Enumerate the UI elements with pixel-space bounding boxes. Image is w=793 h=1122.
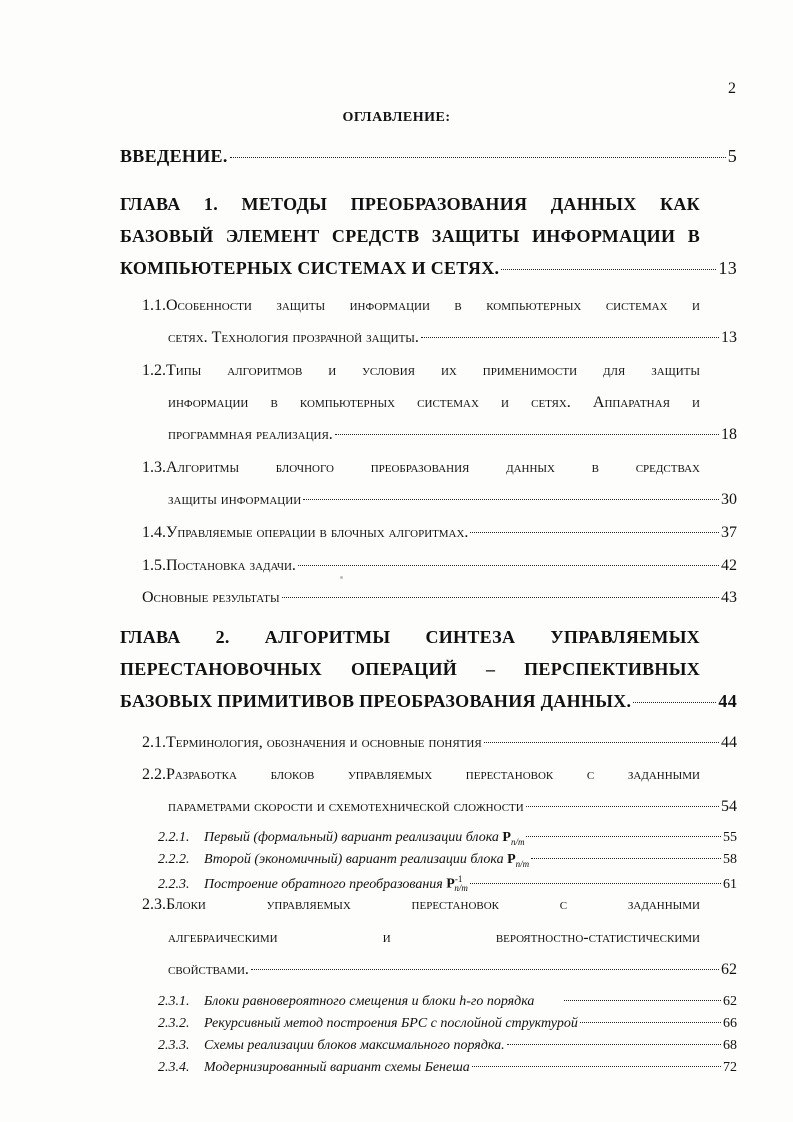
chapter-last-line bbox=[120, 258, 737, 279]
leader-dots bbox=[580, 1022, 721, 1023]
toc-summary-1[interactable] bbox=[142, 589, 737, 607]
entry-page: 13 bbox=[718, 258, 737, 278]
entry-label: 1.4.Управляемые операции в блочных алгоритмах. bbox=[142, 524, 469, 541]
entry-page: 55 bbox=[723, 830, 737, 845]
subsection-number: 2.2.1. bbox=[158, 830, 190, 845]
entry-label: КОМПЬЮТЕРНЫХ СИСТЕМАХ И СЕТЯХ. bbox=[120, 258, 500, 278]
leader-dots bbox=[564, 1000, 721, 1001]
entry-label: 1.5.Постановка задачи. bbox=[142, 557, 296, 574]
subsection-number: 2.2.2. bbox=[158, 852, 190, 867]
section-line: 1.1.Особенности защиты информации в компьютерных системах и bbox=[142, 297, 700, 314]
entry-label: защиты информации bbox=[168, 491, 302, 508]
toc-entry-intro[interactable] bbox=[120, 146, 737, 167]
entry-page: 66 bbox=[723, 1016, 737, 1031]
toc-section-1-4[interactable] bbox=[142, 524, 737, 542]
entry-page: 54 bbox=[721, 798, 737, 815]
toc-subsection-2-3-3[interactable] bbox=[158, 1038, 737, 1054]
leader-dots bbox=[251, 969, 719, 970]
entry-page: 30 bbox=[721, 491, 737, 508]
leader-dots bbox=[298, 565, 719, 566]
entry-label: программная реализация. bbox=[168, 426, 333, 443]
entry-label: Модернизированный вариант схемы Бенеша bbox=[204, 1060, 470, 1075]
chapter-line: ПЕРЕСТАНОВОЧНЫХ ОПЕРАЦИЙ – ПЕРСПЕКТИВНЫХ bbox=[120, 659, 700, 679]
section-last-line bbox=[168, 798, 737, 816]
section-line: 2.2.Разработка блоков управляемых перестановок с заданными bbox=[142, 766, 700, 783]
chapter-line: БАЗОВЫЙ ЭЛЕМЕНТ СРЕДСТВ ЗАЩИТЫ ИНФОРМАЦИИ В bbox=[120, 226, 700, 246]
entry-page: 37 bbox=[721, 524, 737, 541]
section-line: 1.2.Типы алгоритмов и условия их применимости для защиты bbox=[142, 362, 700, 379]
leader-dots bbox=[470, 532, 719, 533]
leader-dots bbox=[421, 337, 719, 338]
leader-dots bbox=[282, 597, 719, 598]
entry-page: 5 bbox=[727, 146, 737, 166]
entry-label: Построение обратного преобразования bbox=[204, 876, 443, 892]
leader-dots bbox=[633, 702, 716, 703]
entry-label: сетях. Технология прозрачной защиты. bbox=[168, 329, 419, 346]
entry-label: ВВЕДЕНИЕ. bbox=[120, 146, 228, 166]
entry-page: 18 bbox=[721, 426, 737, 443]
section-line: 1.3.Алгоритмы блочного преобразования данных в средствах bbox=[142, 459, 700, 476]
math-symbol: $P_{n/m}$ bbox=[502, 830, 525, 847]
entry-label: Блоки равновероятного смещения и блоки h-го порядка bbox=[204, 994, 535, 1009]
subsection-number: 2.3.3. bbox=[158, 1038, 190, 1053]
entry-page: 58 bbox=[723, 852, 737, 867]
chapter-last-line bbox=[120, 691, 737, 712]
entry-page: 62 bbox=[723, 994, 737, 1009]
toc-title: ОГЛАВЛЕНИЕ: bbox=[342, 110, 451, 125]
section-last-line bbox=[168, 426, 737, 444]
math-symbol: $P_{n/m}$ bbox=[507, 852, 530, 869]
entry-label: 2.1.Терминология, обозначения и основные понятия bbox=[142, 734, 482, 751]
page-number: 2 bbox=[728, 80, 736, 97]
leader-dots bbox=[303, 499, 719, 500]
entry-label: Основные результаты bbox=[142, 589, 280, 606]
toc-subsection-2-3-1[interactable] bbox=[158, 994, 737, 1010]
subsection-number: 2.3.1. bbox=[158, 994, 190, 1009]
leader-dots bbox=[507, 1044, 721, 1045]
chapter-line: ГЛАВА 1. МЕТОДЫ ПРЕОБРАЗОВАНИЯ ДАННЫХ КАК bbox=[120, 194, 700, 214]
leader-dots bbox=[501, 269, 716, 270]
section-last-line bbox=[168, 329, 737, 347]
section-line: 2.3.Блоки управляемых перестановок с заданными bbox=[142, 896, 700, 913]
entry-label: Схемы реализации блоков максимального порядка. bbox=[204, 1038, 505, 1053]
math-symbol: $P^{-1}_{n/m}$ bbox=[446, 874, 468, 894]
toc-subsection-2-2-2[interactable] bbox=[158, 852, 737, 869]
leader-dots bbox=[335, 434, 719, 435]
leader-dots bbox=[526, 836, 721, 837]
toc-subsection-2-3-2[interactable] bbox=[158, 1016, 737, 1032]
subsection-number: 2.2.3. bbox=[158, 876, 190, 892]
leader-dots bbox=[472, 1066, 721, 1067]
entry-page: 13 bbox=[721, 329, 737, 346]
entry-page: 42 bbox=[721, 557, 737, 574]
section-line: информации в компьютерных системах и сетях. Аппаратная и bbox=[168, 394, 700, 411]
entry-page: 68 bbox=[723, 1038, 737, 1053]
leader-dots bbox=[470, 883, 721, 884]
toc-section-1-5[interactable] bbox=[142, 557, 737, 575]
toc-subsection-2-3-4[interactable] bbox=[158, 1060, 737, 1076]
toc-section-2-1[interactable] bbox=[142, 734, 737, 752]
entry-label: БАЗОВЫХ ПРИМИТИВОВ ПРЕОБРАЗОВАНИЯ ДАННЫХ. bbox=[120, 691, 632, 711]
leader-dots bbox=[526, 806, 719, 807]
leader-dots bbox=[230, 157, 726, 158]
entry-page: 72 bbox=[723, 1060, 737, 1075]
entry-page: 62 bbox=[721, 961, 737, 978]
leader-dots bbox=[531, 858, 721, 859]
entry-label: Второй (экономичный) вариант реализации блока bbox=[204, 852, 504, 867]
entry-page: 43 bbox=[721, 589, 737, 606]
toc-subsection-2-2-3[interactable] bbox=[158, 874, 737, 893]
section-line: алгебраическими и вероятностно-статистическими bbox=[168, 929, 700, 946]
entry-page: 61 bbox=[723, 876, 737, 892]
leader-dots bbox=[484, 742, 719, 743]
entry-page: 44 bbox=[721, 734, 737, 751]
entry-label: параметрами скорости и схемотехнической сложности bbox=[168, 798, 524, 815]
section-last-line bbox=[168, 961, 737, 979]
entry-label: Первый (формальный) вариант реализации блока bbox=[204, 830, 499, 845]
subsection-number: 2.3.4. bbox=[158, 1060, 190, 1075]
entry-page: 44 bbox=[718, 691, 737, 711]
subsection-number: 2.3.2. bbox=[158, 1016, 190, 1031]
chapter-line: ГЛАВА 2. АЛГОРИТМЫ СИНТЕЗА УПРАВЛЯЕМЫХ bbox=[120, 627, 700, 647]
entry-label: свойствами. bbox=[168, 961, 249, 978]
toc-subsection-2-2-1[interactable] bbox=[158, 830, 737, 847]
entry-label: Рекурсивный метод построения БРС с послойной структурой bbox=[204, 1016, 578, 1031]
scan-speck bbox=[340, 576, 343, 579]
section-last-line bbox=[168, 491, 737, 509]
